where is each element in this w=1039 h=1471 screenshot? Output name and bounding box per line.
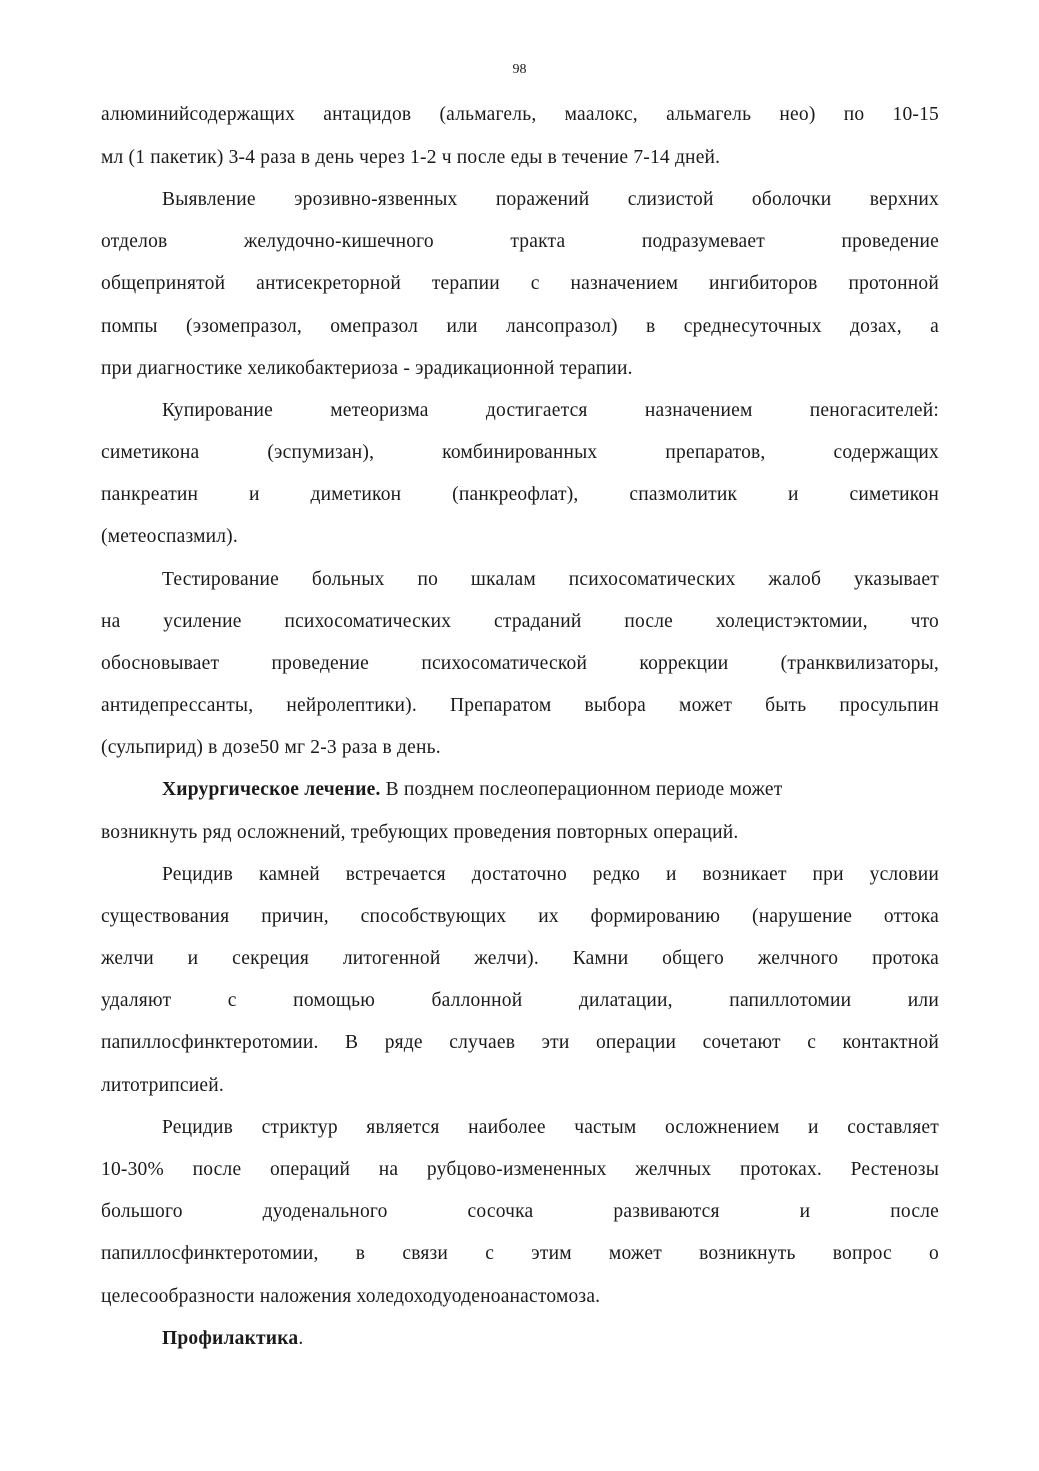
text-line: панкреатин и диметикон (панкреофлат), спазмолитик и симетикон: [101, 484, 939, 505]
text-line: симетикона (эспумизан), комбинированных препаратов, содержащих: [101, 442, 939, 463]
text-line: Рецидив камней встречается достаточно редко и возникает при условии: [162, 864, 939, 885]
text-line: [162, 1326, 939, 1352]
text-line: [162, 777, 939, 803]
text-line: Тестирование больных по шкалам психосоматических жалоб указывает: [162, 569, 939, 590]
text-line: Купирование метеоризма достигается назначением пеногасителей:: [162, 400, 939, 421]
section-heading-surgical: Хирургическое лечение.: [162, 779, 381, 800]
section-heading-prevention: Профилактика: [162, 1328, 299, 1349]
text-line: алюминийсодержащих антацидов (альмагель, маалокс, альмагель нео) по 10-15: [101, 104, 939, 125]
text-line: большого дуоденального сосочка развиваются и после: [101, 1201, 939, 1222]
text-line: Выявление эрозивно-язвенных поражений слизистой оболочки верхних: [162, 189, 939, 210]
text-line: литотрипсией.: [101, 1075, 224, 1096]
text-line: общепринятой антисекреторной терапии с назначением ингибиторов протонной: [101, 273, 939, 294]
text-line: на усиление психосоматических страданий после холецистэктомии, что: [101, 611, 939, 632]
text-line: папиллосфинктеротомии, в связи с этим может возникнуть вопрос о: [101, 1243, 939, 1264]
text-span: .: [298, 1328, 304, 1349]
text-line: при диагностике хеликобактериоза - эрадикационной терапии.: [101, 358, 633, 379]
text-line: папиллосфинктеротомии. В ряде случаев эти операции сочетают с контактной: [101, 1032, 939, 1053]
text-line: существования причин, способствующих их формированию (нарушение оттока: [101, 906, 939, 927]
text-line: Рецидив стриктур является наиболее частым осложнением и составляет: [162, 1117, 939, 1138]
text-line: возникнуть ряд осложнений, требующих проведения повторных операций.: [101, 822, 739, 843]
text-span: В позднем послеоперационном периоде может: [380, 779, 783, 800]
text-line: (сульпирид) в дозе50 мг 2-3 раза в день.: [101, 737, 441, 758]
text-line: отделов желудочно-кишечного тракта подразумевает проведение: [101, 231, 939, 252]
text-line: антидепрессанты, нейролептики). Препаратом выбора может быть просульпин: [101, 695, 939, 716]
text-line: мл (1 пакетик) 3-4 раза в день через 1-2 ч после еды в течение 7-14 дней.: [101, 147, 721, 168]
text-line: удаляют с помощью баллонной дилатации, папиллотомии или: [101, 990, 939, 1011]
page-number: 98: [512, 62, 527, 77]
text-line: (метеоспазмил).: [101, 526, 238, 547]
text-line: желчи и секреция литогенной желчи). Камни общего желчного протока: [101, 948, 939, 969]
text-line: обосновывает проведение психосоматической коррекции (транквилизаторы,: [101, 653, 939, 674]
text-line: помпы (эзомепразол, омепразол или лансопразол) в среднесуточных дозах, а: [101, 316, 939, 337]
text-line: 10-30% после операций на рубцово-измененных желчных протоках. Рестенозы: [101, 1159, 939, 1180]
text-line: целесообразности наложения холедоходуоденоанастомоза.: [101, 1286, 601, 1307]
